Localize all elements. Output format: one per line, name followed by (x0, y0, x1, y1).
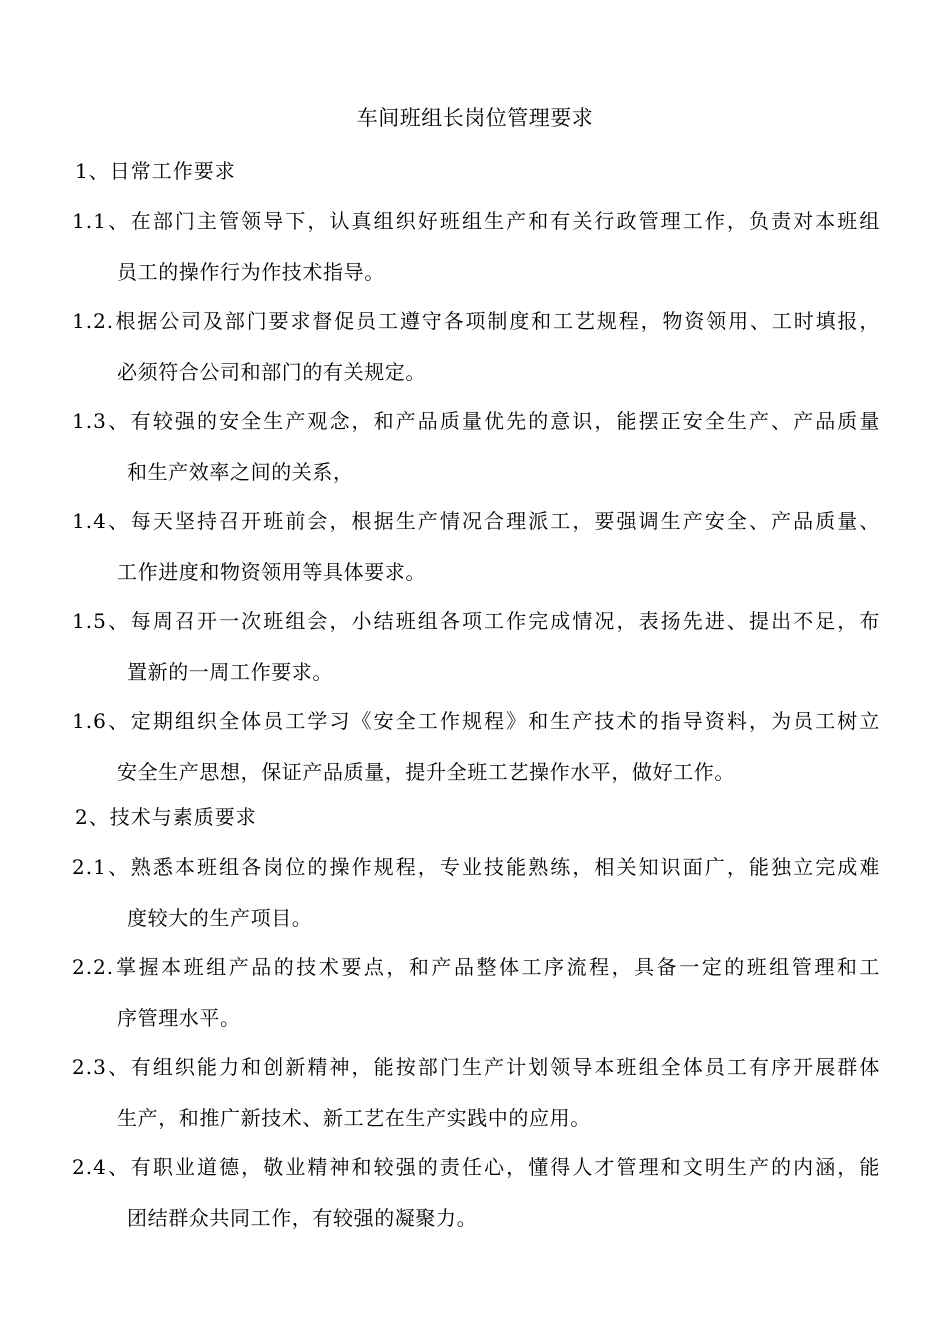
item-number: 2.4、 (72, 1155, 131, 1179)
item-continuation-line: 度较大的生产项目。 (127, 906, 313, 930)
item-first-line (72, 396, 880, 447)
item-text: 每天坚持召开班前会，根据生产情况合理派工，要强调生产安全、产品质量、 (130, 509, 880, 533)
list-item-2-4 (72, 1142, 880, 1244)
list-item-1-3 (72, 396, 880, 498)
item-first-line (72, 196, 880, 247)
list-item-2-1 (72, 842, 880, 944)
list-item-1-5 (72, 596, 880, 698)
item-continuation-line: 安全生产思想，保证产品质量，提升全班工艺操作水平，做好工作。 (117, 760, 735, 784)
list-item-1-6 (72, 696, 880, 798)
list-item-2-3 (72, 1042, 880, 1144)
item-first-line (72, 296, 880, 347)
item-number: 1.4、 (72, 509, 131, 533)
item-continuation-line: 置新的一周工作要求。 (127, 660, 333, 684)
item-first-line (72, 942, 880, 993)
item-text: 有较强的安全生产观念，和产品质量优先的意识，能摆正安全生产、产品质量 (130, 409, 880, 433)
item-continuation-line: 工作进度和物资领用等具体要求。 (117, 560, 426, 584)
item-number: 1.5、 (72, 609, 131, 633)
item-continuation-line: 团结群众共同工作，有较强的凝聚力。 (127, 1206, 478, 1230)
item-continuation-line: 必须符合公司和部门的有关规定。 (117, 360, 426, 384)
item-text: 有职业道德，敬业精神和较强的责任心，懂得人才管理和文明生产的内涵，能 (130, 1155, 880, 1179)
item-text: 掌握本班组产品的技术要点，和产品整体工序流程，具备一定的班组管理和工 (114, 955, 880, 979)
item-text: 熟悉本班组各岗位的操作规程，专业技能熟练，相关知识面广，能独立完成难 (130, 855, 880, 879)
item-continuation-line: 和生产效率之间的关系， (127, 460, 354, 484)
item-number: 1.2. (72, 309, 115, 333)
item-number: 2.2. (72, 955, 115, 979)
item-number: 1.3、 (72, 409, 131, 433)
item-number: 2.1、 (72, 855, 131, 879)
list-item-1-4 (72, 496, 880, 598)
item-number: 2.3、 (72, 1055, 131, 1079)
item-first-line (72, 1142, 880, 1193)
list-item-1-1 (72, 196, 880, 298)
section-heading-daily-work: 1、日常工作要求 (75, 159, 236, 183)
document-title: 车间班组长岗位管理要求 (356, 106, 594, 130)
list-item-1-2 (72, 296, 880, 398)
item-text: 每周召开一次班组会，小结班组各项工作完成情况，表扬先进、提出不足，布 (130, 609, 880, 633)
item-continuation-line: 序管理水平。 (117, 1006, 241, 1030)
item-first-line (72, 596, 880, 647)
section-heading-technical-quality: 2、技术与素质要求 (75, 805, 257, 829)
item-continuation-line: 员工的操作行为作技术指导。 (117, 260, 385, 284)
item-text: 有组织能力和创新精神，能按部门生产计划领导本班组全体员工有序开展群体 (130, 1055, 880, 1079)
item-first-line (72, 1042, 880, 1093)
item-text: 根据公司及部门要求督促员工遵守各项制度和工艺规程，物资领用、工时填报， (114, 309, 880, 333)
item-number: 1.1、 (72, 209, 131, 233)
item-first-line (72, 696, 880, 747)
item-first-line (72, 842, 880, 893)
list-item-2-2 (72, 942, 880, 1044)
item-number: 1.6、 (72, 709, 131, 733)
item-text: 在部门主管领导下，认真组织好班组生产和有关行政管理工作，负责对本班组 (130, 209, 880, 233)
item-text: 定期组织全体员工学习《安全工作规程》和生产技术的指导资料，为员工树立 (130, 709, 880, 733)
item-first-line (72, 496, 880, 547)
item-continuation-line: 生产，和推广新技术、新工艺在生产实践中的应用。 (117, 1106, 591, 1130)
